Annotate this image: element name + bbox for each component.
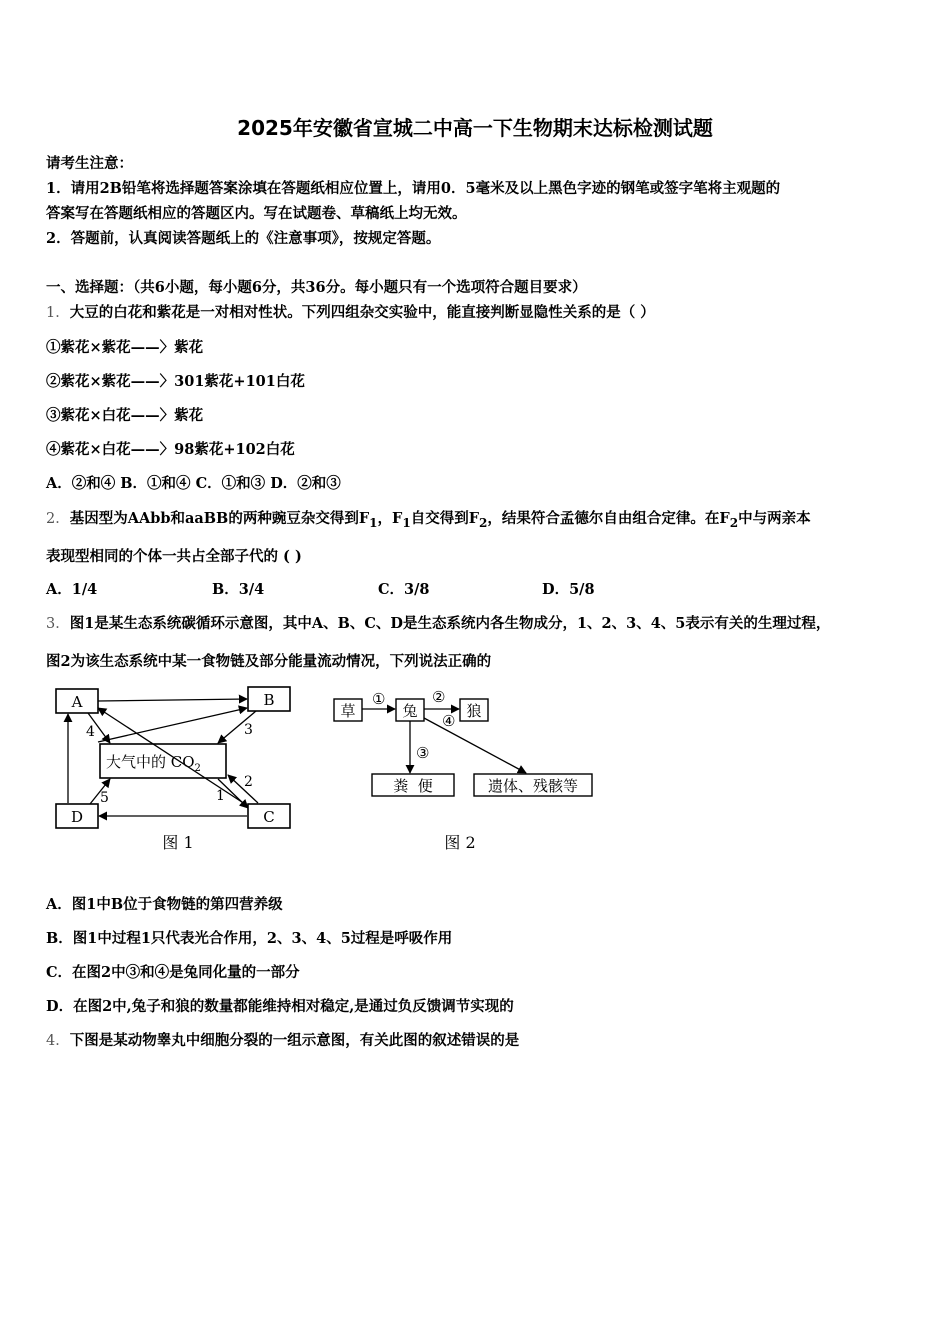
q1-item-4: ④紫花×白花——〉98紫花+102白花	[46, 441, 295, 458]
wolf-label: 狼	[466, 702, 482, 720]
subscript: 1	[369, 515, 378, 530]
subscript: 2	[479, 515, 488, 530]
question-3-stem-cont: 图2为该生态系统中某一食物链及部分能量流动情况，下列说法正确的	[46, 653, 492, 670]
question-number: 4．	[46, 1033, 70, 1049]
figure-1-carbon-cycle	[48, 684, 298, 859]
q3-option-b: B．图1中过程1只代表光合作用，2、3、4、5过程是呼吸作用	[46, 930, 453, 947]
box-c-label: C	[263, 808, 275, 826]
question-text: 大豆的白花和紫花是一对相对性状。下列四组杂交实验中，能直接判断显隐性关系的是（ ）	[69, 304, 655, 321]
flow-4: ④	[442, 712, 456, 730]
notice-heading: 请考生注意：	[46, 155, 133, 172]
figure-2-food-chain	[330, 684, 600, 859]
question-number: 1．	[46, 305, 70, 321]
question-number: 3．	[46, 616, 70, 632]
q2-option-d: D．5/8	[542, 581, 595, 598]
arrow-rabbit-to-remains	[424, 718, 526, 773]
q2-option-b: B．3/4	[212, 581, 265, 598]
flow-1: ①	[372, 690, 386, 708]
co2-text: 大气中的 CO	[106, 753, 195, 771]
question-text: 图1是某生态系统碳循环示意图，其中A、B、C、D是生态系统内各生物成分，1、2、3、4、5表示有关的生理过程，	[69, 615, 831, 632]
box-d-label: D	[70, 808, 84, 826]
process-5: 5	[100, 790, 109, 806]
feces-label: 粪 便	[393, 777, 433, 795]
question-text-a: 基因型为AAbb和aaBB的两种豌豆杂交得到F	[69, 510, 370, 527]
process-4: 4	[86, 724, 95, 740]
flow-2: ②	[432, 688, 446, 706]
process-2: 2	[244, 774, 253, 790]
page-title: 2025年安徽省宣城二中高一下生物期末达标检测试题	[237, 116, 713, 140]
q3-option-c: C．在图2中③和④是兔同化量的一部分	[46, 964, 300, 981]
remains-label: 遗体、残骸等	[487, 777, 579, 795]
q1-item-2: ②紫花×紫花——〉301紫花+101白花	[46, 373, 305, 390]
box-a-label: A	[71, 693, 83, 711]
q2-option-c: C．3/8	[378, 581, 430, 598]
question-3-stem	[46, 612, 830, 633]
notice-line-3: 2．答题前，认真阅读答题纸上的《注意事项》，按规定答题。	[46, 230, 441, 247]
flow-3: ③	[416, 744, 430, 762]
box-b-label: B	[263, 691, 275, 709]
arrow-a-to-b	[98, 699, 247, 701]
process-3: 3	[244, 722, 253, 738]
q1-item-3: ③紫花×白花——〉紫花	[46, 407, 204, 424]
arrow-c-to-co2	[228, 775, 258, 803]
rabbit-label: 兔	[402, 702, 418, 720]
figure-1-caption: 图 1	[162, 833, 194, 852]
figure-2-caption: 图 2	[444, 833, 476, 852]
question-text-d: ，结果符合孟德尔自由组合定律。在F	[487, 510, 730, 527]
question-text-b: ，F	[377, 510, 403, 527]
question-4-stem	[46, 1029, 519, 1050]
subscript: 1	[402, 515, 411, 530]
question-text: 下图是某动物睾丸中细胞分裂的一组示意图，有关此图的叙述错误的是	[69, 1032, 520, 1049]
grass-label: 草	[340, 702, 356, 720]
section-heading: 一、选择题：（共6小题，每小题6分，共36分。每小题只有一个选项符合题目要求）	[46, 279, 587, 296]
notice-line-1: 1．请用2B铅笔将选择题答案涂填在答题纸相应位置上，请用0．5毫米及以上黑色字迹的钢笔或签字笔将主观题的	[46, 180, 781, 197]
atmosphere-co2-label	[106, 753, 201, 774]
q2-option-a: A．1/4	[46, 581, 98, 598]
question-1-stem	[46, 301, 655, 322]
q3-option-d: D．在图2中,兔子和狼的数量都能维持相对稳定,是通过负反馈调节实现的	[46, 998, 514, 1015]
question-number: 2．	[46, 511, 70, 527]
question-2-stem-cont: 表现型相同的个体一共占全部子代的 ( )	[46, 548, 302, 565]
process-1: 1	[216, 788, 225, 804]
q3-option-a: A．图1中B位于食物链的第四营养级	[46, 896, 283, 913]
question-text-c: 自交得到F	[410, 510, 480, 527]
question-text-e: 中与两亲本	[738, 510, 811, 527]
q1-item-1: ①紫花×紫花——〉紫花	[46, 339, 204, 356]
question-2-stem	[46, 507, 811, 530]
subscript: 2	[729, 515, 739, 530]
co2-subscript: 2	[194, 763, 201, 774]
notice-line-2: 答案写在答题纸相应的答题区内。写在试题卷、草稿纸上均无效。	[46, 205, 467, 222]
q1-options: A．②和④ B．①和④ C．①和③ D．②和③	[46, 475, 341, 492]
